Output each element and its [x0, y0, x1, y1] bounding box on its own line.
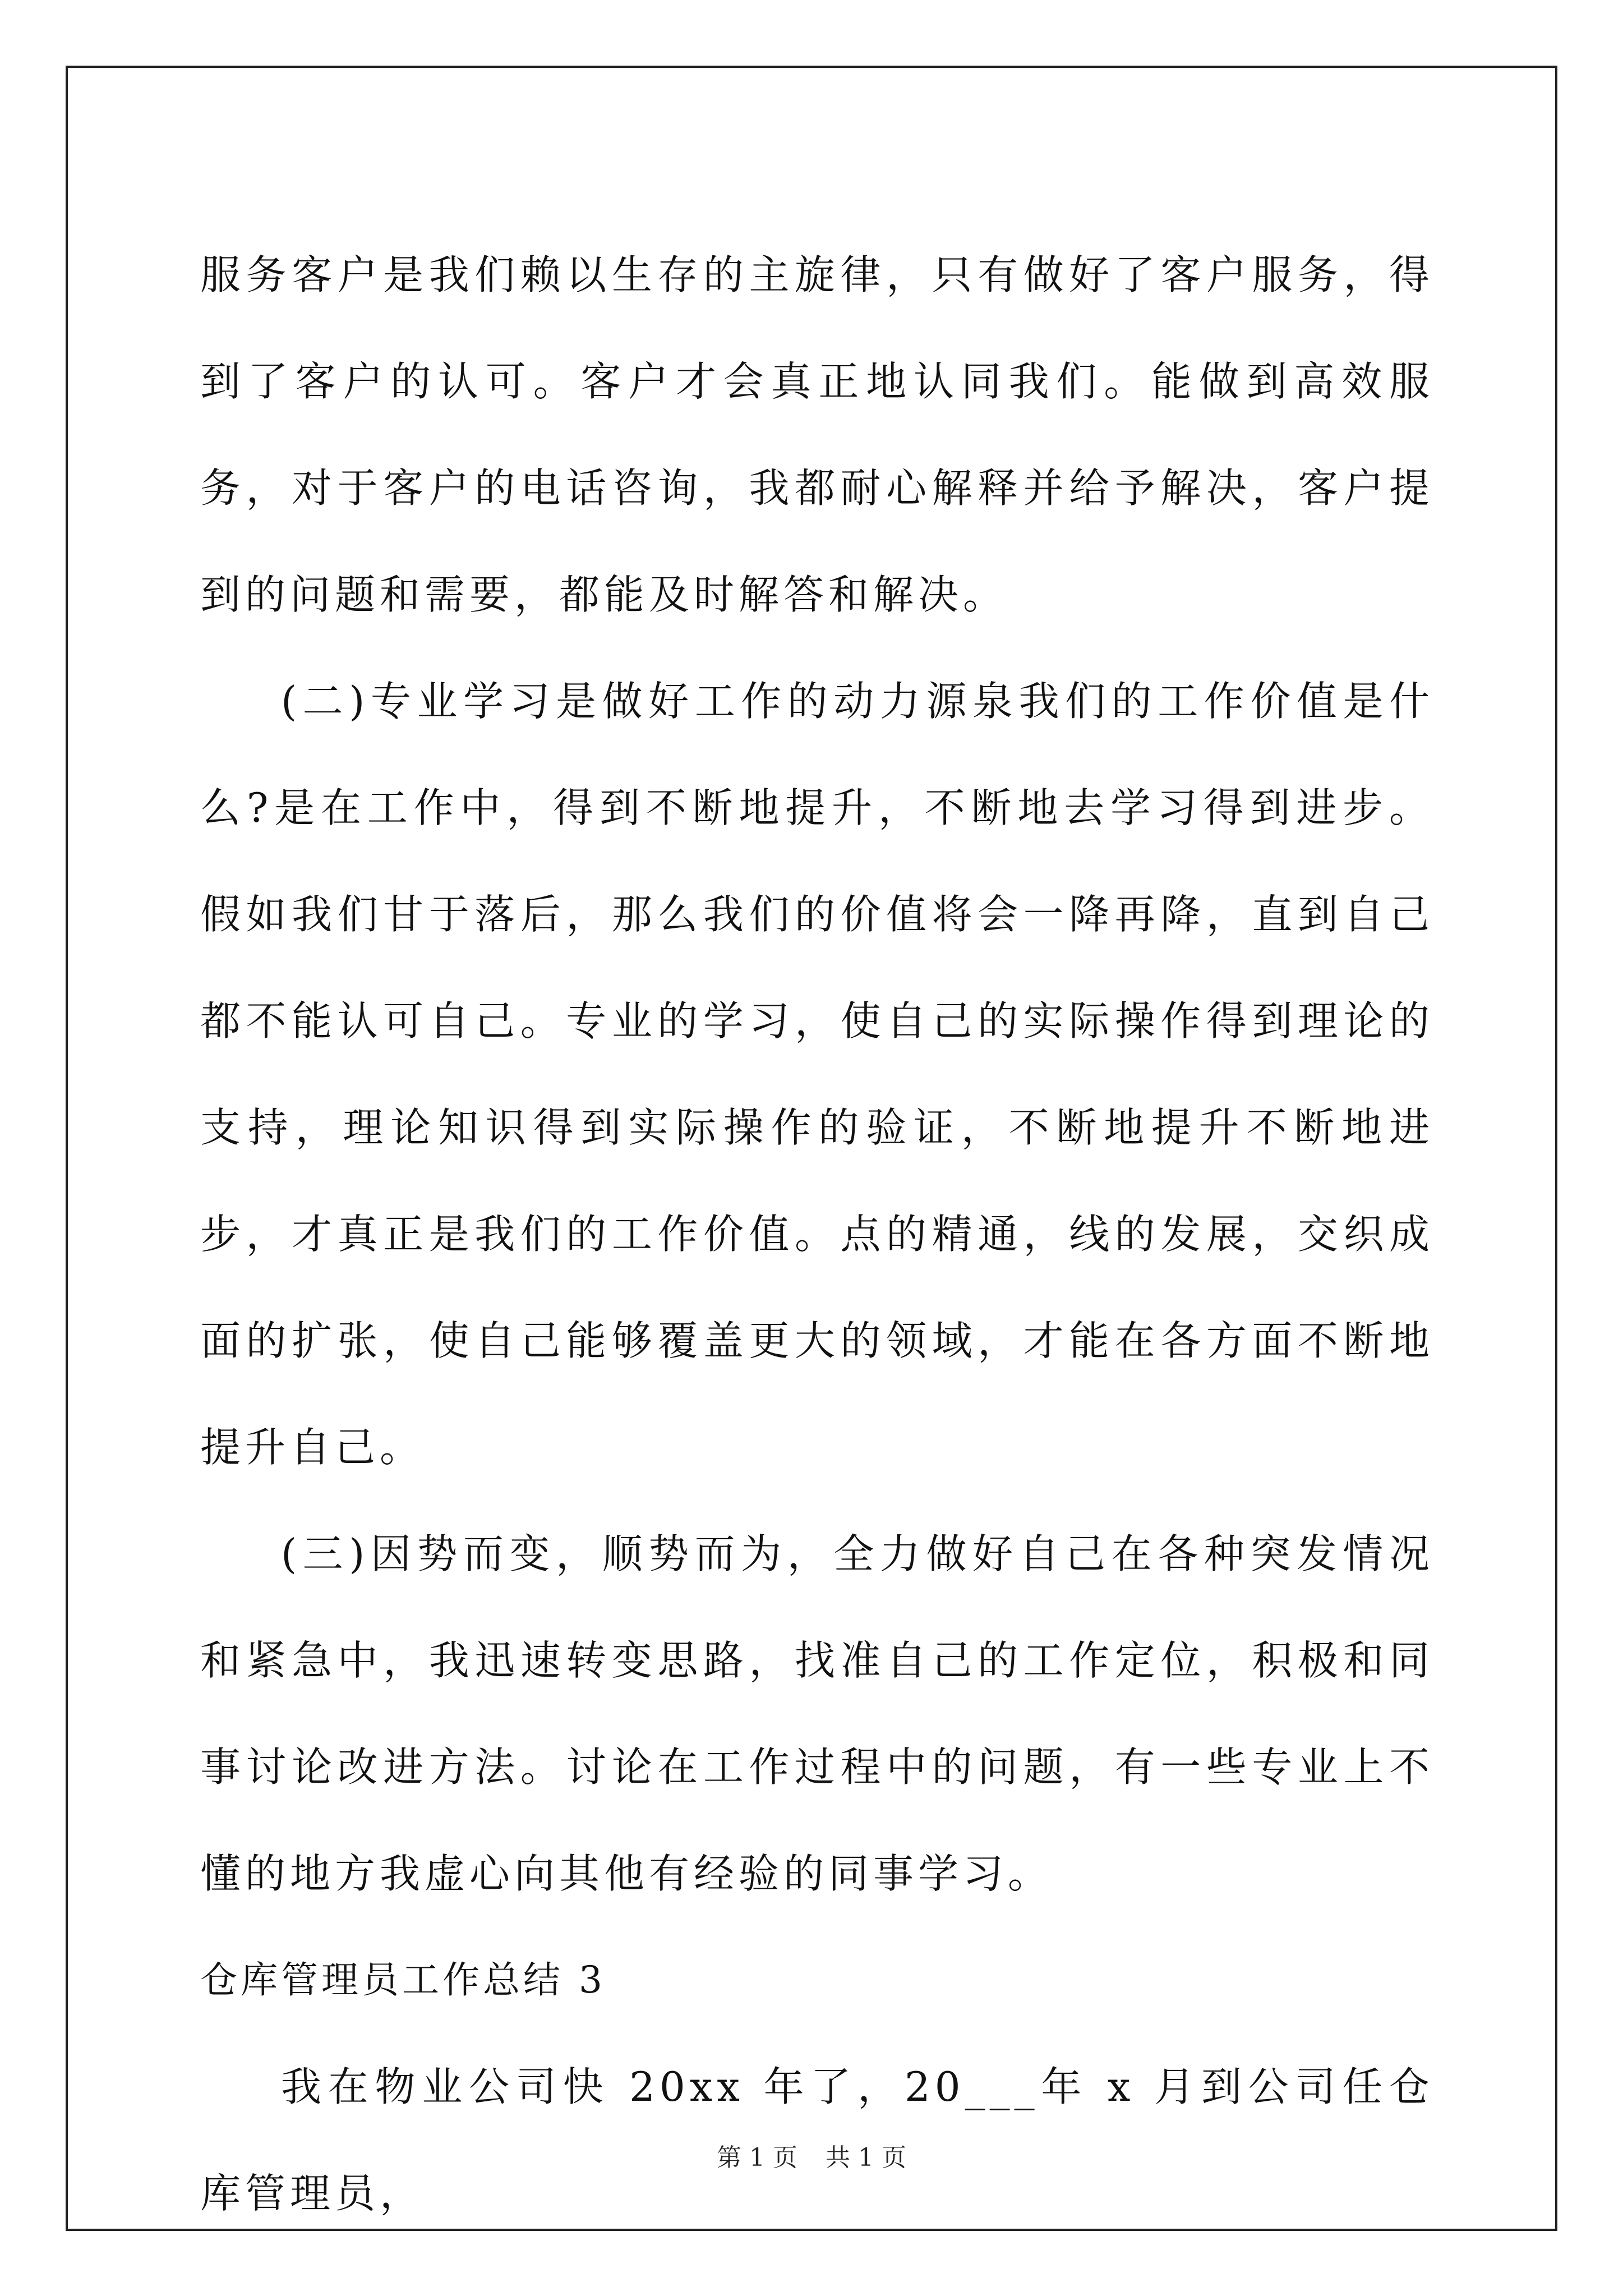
page-total: 共 1 页 — [826, 2143, 906, 2172]
section-heading: 仓库管理员工作总结 3 — [200, 1958, 606, 2001]
paragraph-adapt-to-change: (三)因势而变，顺势而为，全力做好自己在各种突发情况和紧急中，我迅速转变思路，找准自己的工作定位，积极和同事讨论改进方法。讨论在工作过程中的问题，有一些专业上不懂的地方我虚心向其他有经验的同事学习。 — [200, 1530, 1434, 1897]
paragraph-professional-learning: (二)专业学习是做好工作的动力源泉我们的工作价值是什么?是在工作中，得到不断地提升，不断地去学习得到进步。假如我们甘于落后，那么我们的价值将会一降再降，直到自己都不能认可自己。专业的学习，使自己的实际操作得到理论的支持，理论知识得到实际操作的验证，不断地提升不断地进步，才真正是我们的工作价值。点的精通，线的发展，交织成面的扩张，使自己能够覆盖更大的领域，才能在各方面不断地提升自己。 — [200, 678, 1434, 1471]
page-number: 第 1 页 — [717, 2143, 797, 2172]
paragraph-warehouse-intro: 我在物业公司快 20xx 年了，20___年 x 月到公司任仓库管理员， — [200, 2063, 1434, 2217]
paragraph-customer-service: 服务客户是我们赖以生存的主旋律，只有做好了客户服务，得到了客户的认可。客户才会真正地认同我们。能做到高效服务，对于客户的电话咨询，我都耐心解释并给予解决，客户提到的问题和需要，都能及时解答和解决。 — [200, 251, 1434, 618]
page-footer — [0, 2137, 1623, 2173]
document-body — [200, 222, 1434, 2247]
